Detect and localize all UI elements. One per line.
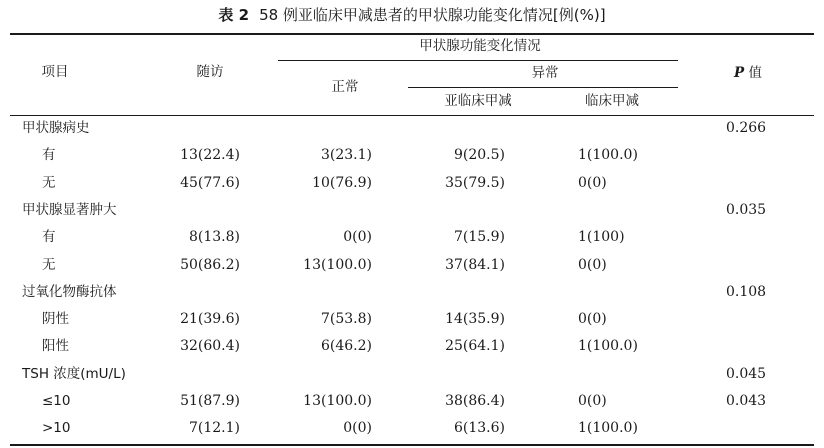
- row-p-value: 0.043: [726, 393, 767, 409]
- cell-subclinical: 7(15.9): [453, 229, 505, 246]
- cell-normal: 7(53.8): [320, 311, 372, 328]
- cell-followup: 45(77.6): [180, 174, 240, 191]
- header-clinical: 临床甲减: [585, 93, 639, 109]
- top-rule: [10, 33, 814, 35]
- header-normal: 正常: [331, 79, 359, 95]
- header-change-group: 甲状腺功能变化情况: [419, 38, 541, 54]
- group-p-value: 0.045: [726, 365, 767, 382]
- group-p-value: 0.266: [726, 120, 767, 136]
- cell-normal: 10(76.9): [312, 174, 372, 191]
- header-abnormal: 异常: [531, 65, 559, 81]
- row-label: 无: [42, 174, 56, 191]
- row-label: 阳性: [42, 338, 69, 355]
- p-suffix: 值: [744, 65, 762, 81]
- cell-clinical: 0(0): [578, 311, 607, 328]
- cell-followup: 8(13.8): [188, 229, 240, 246]
- group-label: 甲状腺显著肿大: [22, 201, 117, 218]
- cell-normal: 3(23.1): [320, 147, 372, 164]
- header-item: 项目: [41, 64, 69, 80]
- table-caption: [0, 4, 824, 26]
- group-label: TSH 浓度(mU/L): [22, 365, 126, 382]
- header-bottom-rule: [10, 115, 814, 116]
- cell-followup: 50(86.2): [180, 256, 240, 273]
- group-p-value: 0.035: [726, 201, 767, 218]
- table-number: 表 2: [218, 6, 250, 24]
- row-label: 阴性: [42, 311, 69, 328]
- cell-clinical: 1(100.0): [578, 147, 638, 164]
- cell-subclinical: 38(86.4): [445, 393, 505, 409]
- cell-followup: 21(39.6): [180, 311, 240, 328]
- cell-clinical: 0(0): [578, 174, 607, 191]
- cell-clinical: 1(100.0): [578, 420, 638, 437]
- row-label: 有: [42, 229, 56, 246]
- cell-subclinical: 37(84.1): [445, 256, 505, 273]
- cell-subclinical: 25(64.1): [445, 338, 505, 355]
- cell-clinical: 0(0): [578, 393, 607, 409]
- cell-normal: 13(100.0): [303, 256, 372, 273]
- cell-followup: 7(12.1): [188, 420, 240, 437]
- abnormal-rule: [408, 87, 678, 88]
- group-label: 过氧化物酶抗体: [22, 283, 117, 300]
- bottom-rule: [10, 444, 814, 446]
- row-label: ≤10: [42, 393, 71, 409]
- cell-normal: 0(0): [343, 420, 372, 437]
- group-rule: [278, 60, 678, 61]
- cell-clinical: 0(0): [578, 256, 607, 273]
- cell-followup: 32(60.4): [180, 338, 240, 355]
- row-label: 无: [42, 256, 56, 273]
- cell-subclinical: 35(79.5): [445, 174, 505, 191]
- cell-clinical: 1(100): [578, 229, 625, 246]
- cell-subclinical: 14(35.9): [445, 311, 505, 328]
- header-subclinical: 亚临床甲减: [444, 93, 512, 109]
- row-label: >10: [42, 420, 71, 437]
- cell-subclinical: 6(13.6): [453, 420, 505, 437]
- cell-clinical: 1(100.0): [578, 338, 638, 355]
- table-title: 58 例亚临床甲减患者的甲状腺功能变化情况[例(%)]: [259, 6, 606, 24]
- group-label: 甲状腺病史: [22, 120, 90, 136]
- cell-followup: 51(87.9): [180, 393, 240, 409]
- header-followup: 随访: [196, 64, 224, 80]
- cell-normal: 6(46.2): [320, 338, 372, 355]
- cell-subclinical: 9(20.5): [453, 147, 505, 164]
- header-p-value: [734, 64, 762, 82]
- cell-followup: 13(22.4): [180, 147, 240, 164]
- cell-normal: 13(100.0): [303, 393, 372, 409]
- group-p-value: 0.108: [726, 283, 767, 300]
- row-label: 有: [42, 147, 56, 164]
- cell-normal: 0(0): [343, 229, 372, 246]
- p-symbol: P: [734, 65, 745, 81]
